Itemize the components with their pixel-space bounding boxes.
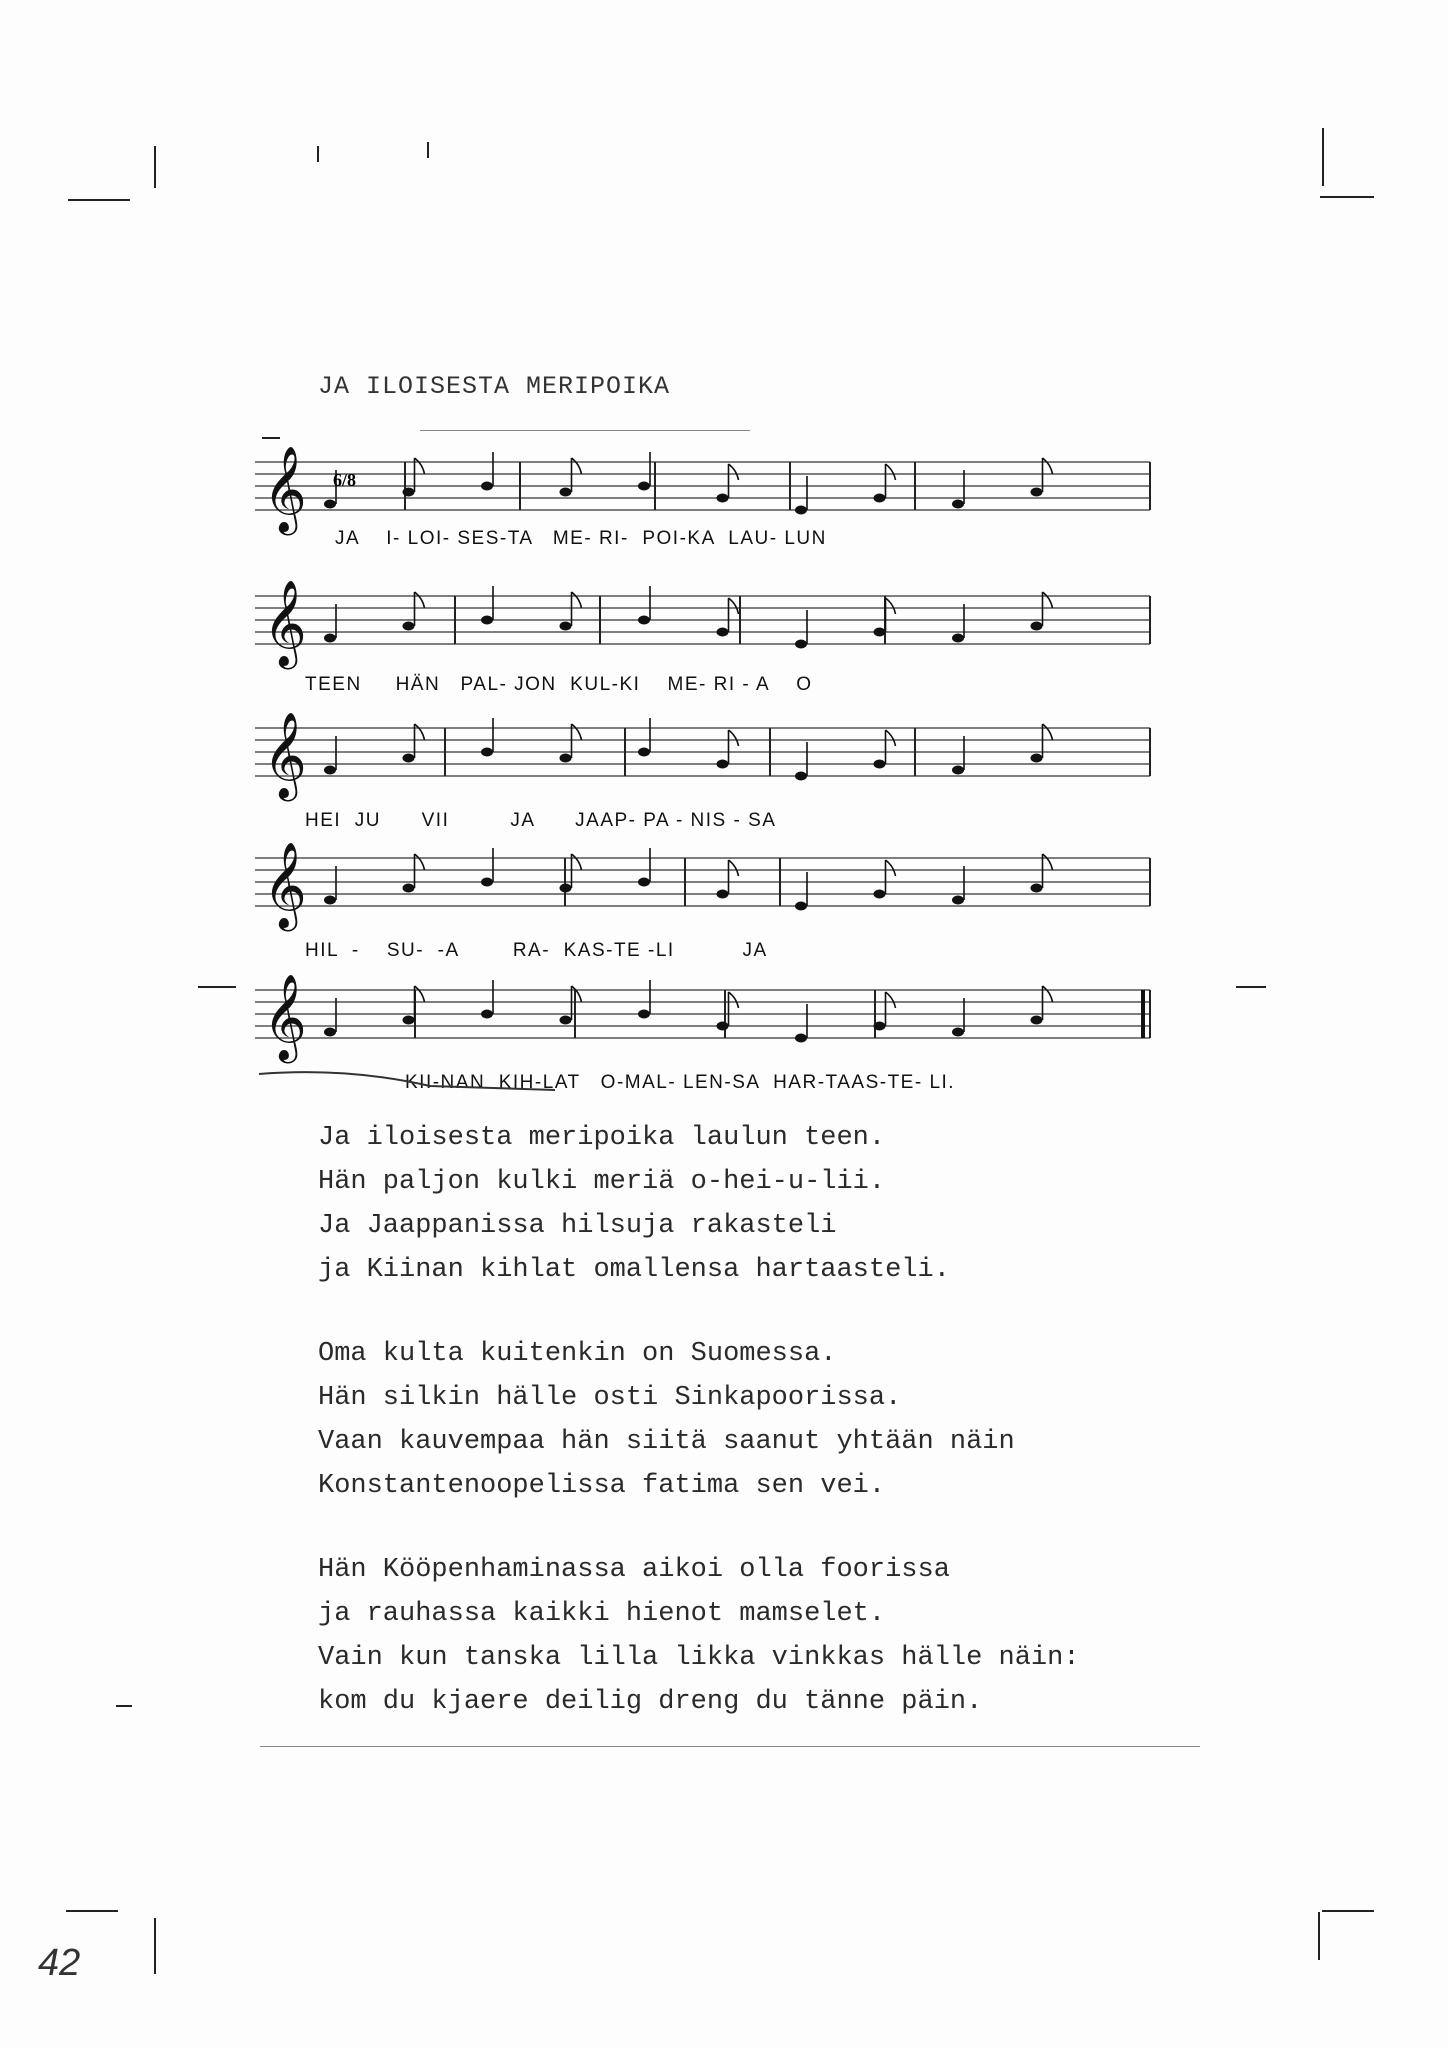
note-head — [717, 628, 729, 637]
note-head — [952, 766, 964, 775]
note-head — [1031, 1016, 1043, 1025]
note-head — [403, 488, 415, 497]
note-head — [638, 748, 650, 757]
note-flag — [1043, 458, 1053, 474]
note-flag — [886, 860, 896, 876]
note-head — [795, 772, 807, 781]
crop-mark — [1322, 1910, 1374, 1912]
stanza-line: ja rauhassa kaikki hienot mamselet. — [318, 1599, 886, 1629]
note-flag — [415, 458, 425, 474]
stanza-2 — [318, 1332, 1015, 1508]
lyric-line: KII-NAN KIH-LAT O-MAL- LEN-SA HAR-TAAS-TE- LI. — [405, 1072, 956, 1093]
treble-clef-icon: 𝄞 — [263, 712, 307, 798]
note-head — [1031, 622, 1043, 631]
stanza-line: Konstantenoopelissa fatima sen vei. — [318, 1471, 886, 1501]
note-head — [403, 884, 415, 893]
note-head — [560, 622, 572, 631]
note-head — [481, 748, 493, 757]
stanza-line: Vain kun tanska lilla likka vinkkas hälle näin: — [318, 1643, 1080, 1673]
crop-mark — [154, 146, 156, 188]
note-head — [638, 1010, 650, 1019]
note-head — [874, 628, 886, 637]
crop-mark — [317, 146, 319, 162]
note-head — [560, 488, 572, 497]
note-flag — [729, 464, 739, 480]
lyric-line: HIL - SU- -A RA- KAS-TE -LI JA — [305, 940, 768, 961]
note-head — [952, 1028, 964, 1037]
note-flag — [886, 730, 896, 746]
note-head — [717, 760, 729, 769]
treble-clef-icon: 𝄞 — [263, 974, 307, 1060]
lyric-line: HEI JU VII JA JAAP- PA - NIS - SA — [305, 810, 777, 831]
note-head — [717, 1022, 729, 1031]
note-flag — [1043, 854, 1053, 870]
stanza-line: Hän Kööpenhaminassa aikoi olla foorissa — [318, 1555, 950, 1585]
crop-mark — [1236, 986, 1266, 988]
divider — [260, 1746, 1200, 1747]
note-flag — [886, 598, 896, 614]
note-head — [560, 884, 572, 893]
stanza-line: Vaan kauvempaa hän siitä saanut yhtään näin — [318, 1427, 1015, 1457]
note-head — [717, 494, 729, 503]
stanza-line: Hän silkin hälle osti Sinkapoorissa. — [318, 1383, 902, 1413]
crop-mark — [1318, 1912, 1320, 1960]
note-head — [638, 616, 650, 625]
note-head — [403, 622, 415, 631]
note-head — [795, 902, 807, 911]
treble-clef-icon: 𝄞 — [263, 842, 307, 928]
note-flag — [1043, 986, 1053, 1002]
lyric-line: JA I- LOI- SES-TA ME- RI- POI-KA LAU- LUN — [335, 528, 827, 549]
note-flag — [729, 730, 739, 746]
stanza-line: Ja iloisesta meripoika laulun teen. — [318, 1123, 886, 1153]
note-head — [324, 634, 336, 643]
note-head — [717, 890, 729, 899]
note-head — [638, 878, 650, 887]
note-flag — [572, 458, 582, 474]
note-head — [952, 896, 964, 905]
lyric-line: TEEN HÄN PAL- JON KUL-KI ME- RI - A O — [305, 674, 813, 695]
note-head — [403, 1016, 415, 1025]
treble-clef-icon: 𝄞 — [263, 580, 307, 666]
note-head — [403, 754, 415, 763]
note-head — [324, 766, 336, 775]
note-head — [324, 896, 336, 905]
note-head — [560, 1016, 572, 1025]
treble-clef-icon: 𝄞 — [263, 446, 307, 532]
note-head — [795, 1034, 807, 1043]
note-flag — [415, 592, 425, 608]
crop-mark — [198, 986, 236, 988]
note-flag — [572, 854, 582, 870]
note-head — [952, 634, 964, 643]
note-head — [481, 616, 493, 625]
note-flag — [729, 992, 739, 1008]
crop-mark — [68, 199, 130, 201]
note-flag — [1043, 724, 1053, 740]
note-head — [638, 482, 650, 491]
stanza-line: Hän paljon kulki meriä o-hei-u-lii. — [318, 1167, 886, 1197]
song-title: JA ILOISESTA MERIPOIKA — [318, 372, 671, 401]
note-head — [481, 1010, 493, 1019]
stanza-line: kom du kjaere deilig dreng du tänne päin. — [318, 1687, 983, 1717]
note-head — [1031, 754, 1043, 763]
stanza-line: Ja Jaappanissa hilsuja rakasteli — [318, 1211, 837, 1241]
crop-mark — [1322, 128, 1324, 186]
note-head — [874, 760, 886, 769]
note-head — [1031, 488, 1043, 497]
note-head — [874, 1022, 886, 1031]
note-flag — [415, 724, 425, 740]
page-number: 42 — [38, 1942, 81, 1984]
crop-mark — [1320, 196, 1374, 198]
stanza-1 — [318, 1116, 950, 1292]
note-flag — [1043, 592, 1053, 608]
note-flag — [729, 598, 739, 614]
note-head — [874, 494, 886, 503]
note-head — [481, 482, 493, 491]
note-head — [952, 500, 964, 509]
music-score — [255, 428, 1190, 1098]
note-flag — [729, 860, 739, 876]
note-head — [795, 640, 807, 649]
note-head — [481, 878, 493, 887]
note-flag — [572, 724, 582, 740]
note-flag — [572, 592, 582, 608]
crop-mark — [154, 1918, 156, 1974]
note-head — [874, 890, 886, 899]
note-flag — [572, 986, 582, 1002]
crop-mark — [66, 1910, 118, 1912]
stanza-line: ja Kiinan kihlat omallensa hartaasteli. — [318, 1255, 950, 1285]
stanza-line: Oma kulta kuitenkin on Suomessa. — [318, 1339, 837, 1369]
note-flag — [415, 854, 425, 870]
crop-mark — [427, 142, 429, 158]
note-head — [324, 1028, 336, 1037]
note-head — [324, 500, 336, 509]
note-head — [795, 506, 807, 515]
crop-mark — [116, 1705, 132, 1707]
stanza-3 — [318, 1548, 1080, 1724]
note-flag — [886, 992, 896, 1008]
note-head — [1031, 884, 1043, 893]
time-signature: 6/8 — [333, 470, 357, 490]
note-flag — [886, 464, 896, 480]
note-head — [560, 754, 572, 763]
